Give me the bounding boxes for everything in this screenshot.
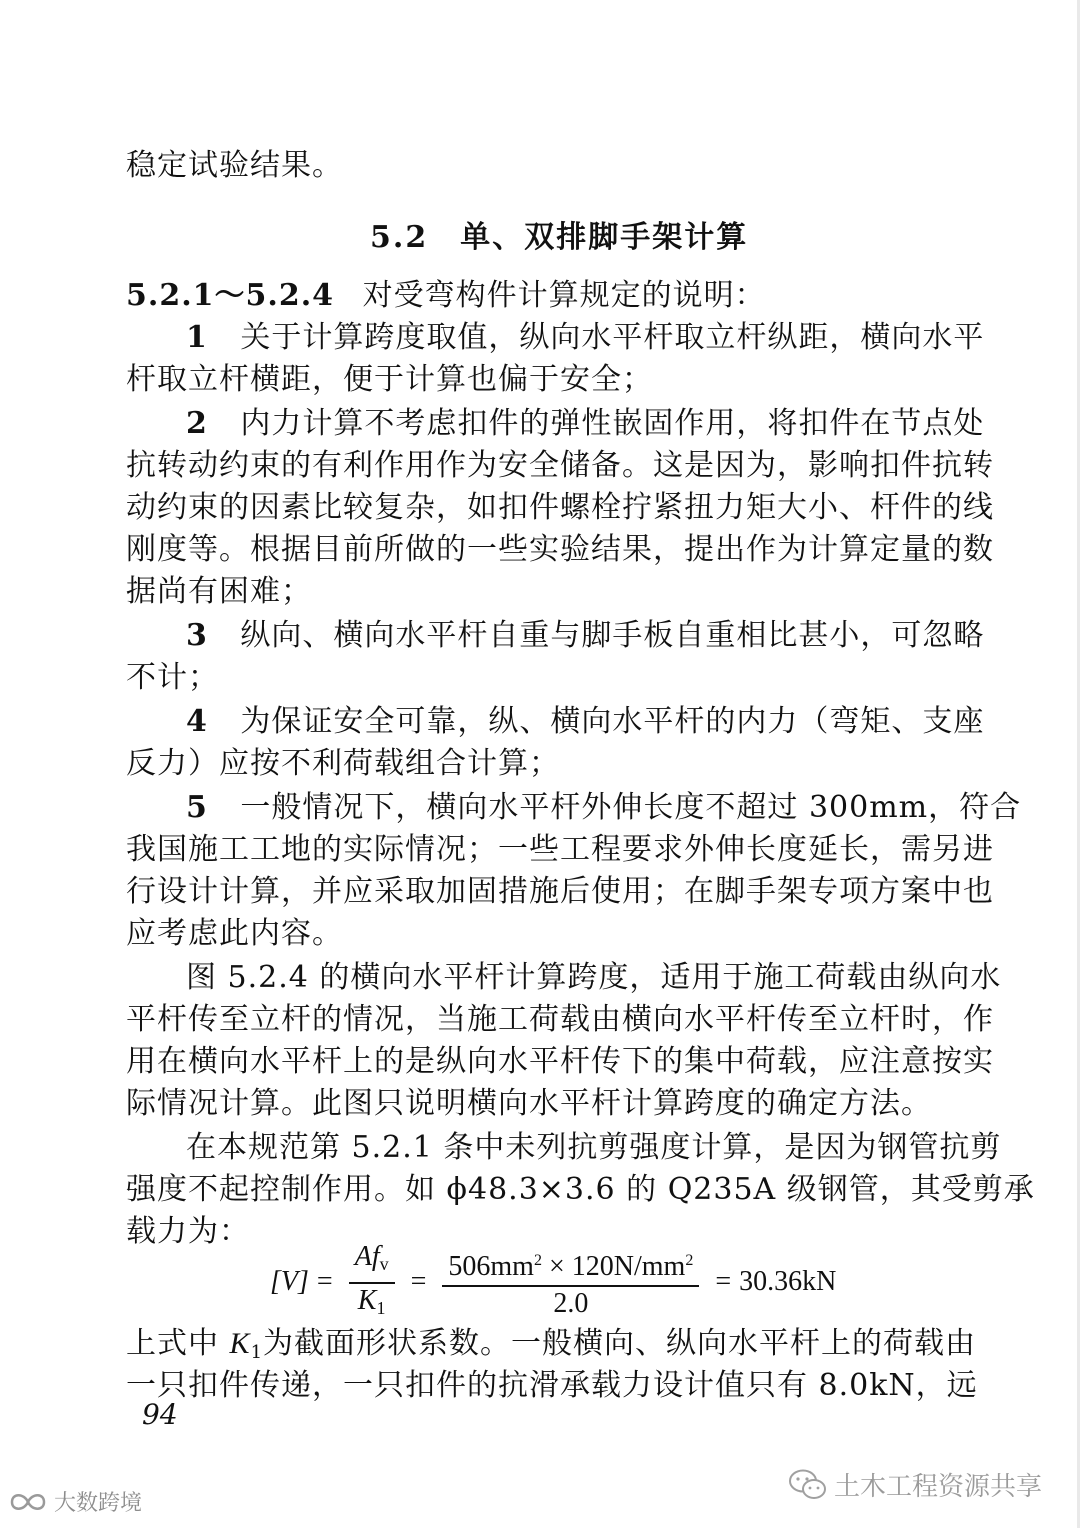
para1-line-3: 用在横向水平杆上的是纵向水平杆传下的集中荷载，应注意按实 bbox=[126, 1044, 994, 1079]
watermark-left-text: 大数跨境 bbox=[54, 1491, 143, 1516]
formula-lhs: [V] bbox=[270, 1266, 309, 1297]
text: 上式中 bbox=[126, 1326, 230, 1361]
item-3-line-1 bbox=[186, 616, 984, 656]
wechat-icon bbox=[788, 1468, 828, 1502]
item-text: 为保证安全可靠，纵、横向水平杆的内力（弯矩、支座 bbox=[240, 704, 985, 739]
para1-line-1: 图 5.2.4 的横向水平杆计算跨度，适用于施工荷载由纵向水 bbox=[186, 960, 1002, 995]
page-number: 94 bbox=[142, 1398, 178, 1431]
superscript: 2 bbox=[533, 1251, 542, 1269]
item-4-line-1 bbox=[186, 702, 984, 742]
formula-equals: = bbox=[316, 1266, 333, 1297]
fraction-2-denominator: 2.0 bbox=[553, 1287, 589, 1319]
intro-line: 稳定试验结果。 bbox=[126, 148, 343, 183]
para2-line-1: 在本规范第 5.2.1 条中未列抗剪强度计算，是因为钢管抗剪 bbox=[186, 1130, 1002, 1165]
item-5-line-4: 应考虑此内容。 bbox=[126, 916, 343, 951]
item-text: 一般情况下，横向水平杆外伸长度不超过 300mm，符合 bbox=[240, 790, 1022, 825]
symbol-a: A bbox=[354, 1240, 372, 1272]
item-number: 5 bbox=[186, 790, 208, 825]
item-number: 3 bbox=[186, 618, 208, 653]
item-4-line-2: 反力）应按不利荷载组合计算； bbox=[126, 746, 560, 781]
fraction-1-numerator bbox=[349, 1242, 395, 1284]
item-2-line-1 bbox=[186, 404, 984, 444]
post-formula-line-2: 一只扣件传递，一只扣件的抗滑承载力设计值只有 8.0kN，远 bbox=[126, 1368, 978, 1403]
formula-fraction-1 bbox=[349, 1242, 395, 1323]
item-number: 4 bbox=[186, 704, 208, 739]
formula-equals: = bbox=[715, 1266, 732, 1297]
para2-line-3: 载力为： bbox=[126, 1214, 250, 1249]
clause-line bbox=[126, 276, 766, 316]
watermark-left bbox=[6, 1486, 142, 1517]
superscript: 2 bbox=[685, 1251, 694, 1269]
para2-line-2: 强度不起控制作用。如 ϕ48.3×3.6 的 Q235A 级钢管，其受剪承 bbox=[126, 1172, 1035, 1207]
item-text: 关于计算跨度取值，纵向水平杆取立杆纵距，横向水平 bbox=[240, 320, 985, 355]
area-value: 506mm bbox=[448, 1250, 534, 1282]
formula-equals: = bbox=[410, 1266, 427, 1297]
item-5-line-2: 我国施工工地的实际情况；一些工程要求外伸长度延长，需另进 bbox=[126, 832, 994, 867]
item-2-line-4: 刚度等。根据目前所做的一些实验结果，提出作为计算定量的数 bbox=[126, 532, 994, 567]
symbol-k: K bbox=[229, 1327, 251, 1360]
item-2-line-3: 动约束的因素比较复杂，如扣件螺栓拧紧扭力矩大小、杆件的线 bbox=[126, 490, 994, 525]
clause-title: 对受弯构件计算规定的说明： bbox=[362, 278, 766, 313]
item-2-line-2: 抗转动约束的有利作用作为安全储备。这是因为，影响扣件抗转 bbox=[126, 448, 994, 483]
para1-line-2: 平杆传至立杆的情况，当施工荷载由横向水平杆传至立杆时，作 bbox=[126, 1002, 994, 1037]
fraction-1-denominator bbox=[358, 1284, 386, 1323]
subscript-1: 1 bbox=[250, 1342, 264, 1363]
item-1-line-1 bbox=[186, 318, 984, 358]
symbol-f: f bbox=[371, 1240, 380, 1272]
item-text: 纵向、横向水平杆自重与脚手板自重相比甚小，可忽略 bbox=[240, 618, 985, 653]
symbol-k: K bbox=[357, 1284, 377, 1316]
watermark-right-text: 土木工程资源共享 bbox=[834, 1472, 1043, 1502]
clause-number: 5.2.1～5.2.4 bbox=[126, 278, 335, 313]
item-5-line-1 bbox=[186, 788, 1021, 828]
subscript-v: v bbox=[379, 1253, 389, 1274]
infinity-logo-icon bbox=[6, 1487, 50, 1517]
para1-line-4: 际情况计算。此图只说明横向水平杆计算跨度的确定方法。 bbox=[126, 1086, 932, 1121]
item-2-line-5: 据尚有困难； bbox=[126, 574, 312, 609]
formula-fraction-2 bbox=[442, 1246, 699, 1319]
item-3-line-2: 不计； bbox=[126, 660, 219, 695]
item-number: 2 bbox=[186, 406, 208, 441]
item-number: 1 bbox=[186, 320, 208, 355]
fraction-2-numerator bbox=[442, 1246, 699, 1287]
item-1-line-2: 杆取立杆横距，便于计算也偏于安全； bbox=[126, 362, 653, 397]
item-text: 内力计算不考虑扣件的弹性嵌固作用，将扣件在节点处 bbox=[240, 406, 985, 441]
watermark-right bbox=[788, 1466, 1042, 1503]
formula-result: 30.36kN bbox=[739, 1266, 837, 1297]
section-title: 5.2 单、双排脚手架计算 bbox=[370, 220, 749, 255]
shear-capacity-formula bbox=[270, 1240, 837, 1319]
subscript-1: 1 bbox=[376, 1297, 386, 1318]
strength-value: × 120N/mm bbox=[541, 1250, 686, 1282]
text: 为截面形状系数。一般横向、纵向水平杆上的荷载由 bbox=[263, 1326, 977, 1361]
item-5-line-3: 行设计计算，并应采取加固措施后使用；在脚手架专项方案中也 bbox=[126, 874, 994, 909]
